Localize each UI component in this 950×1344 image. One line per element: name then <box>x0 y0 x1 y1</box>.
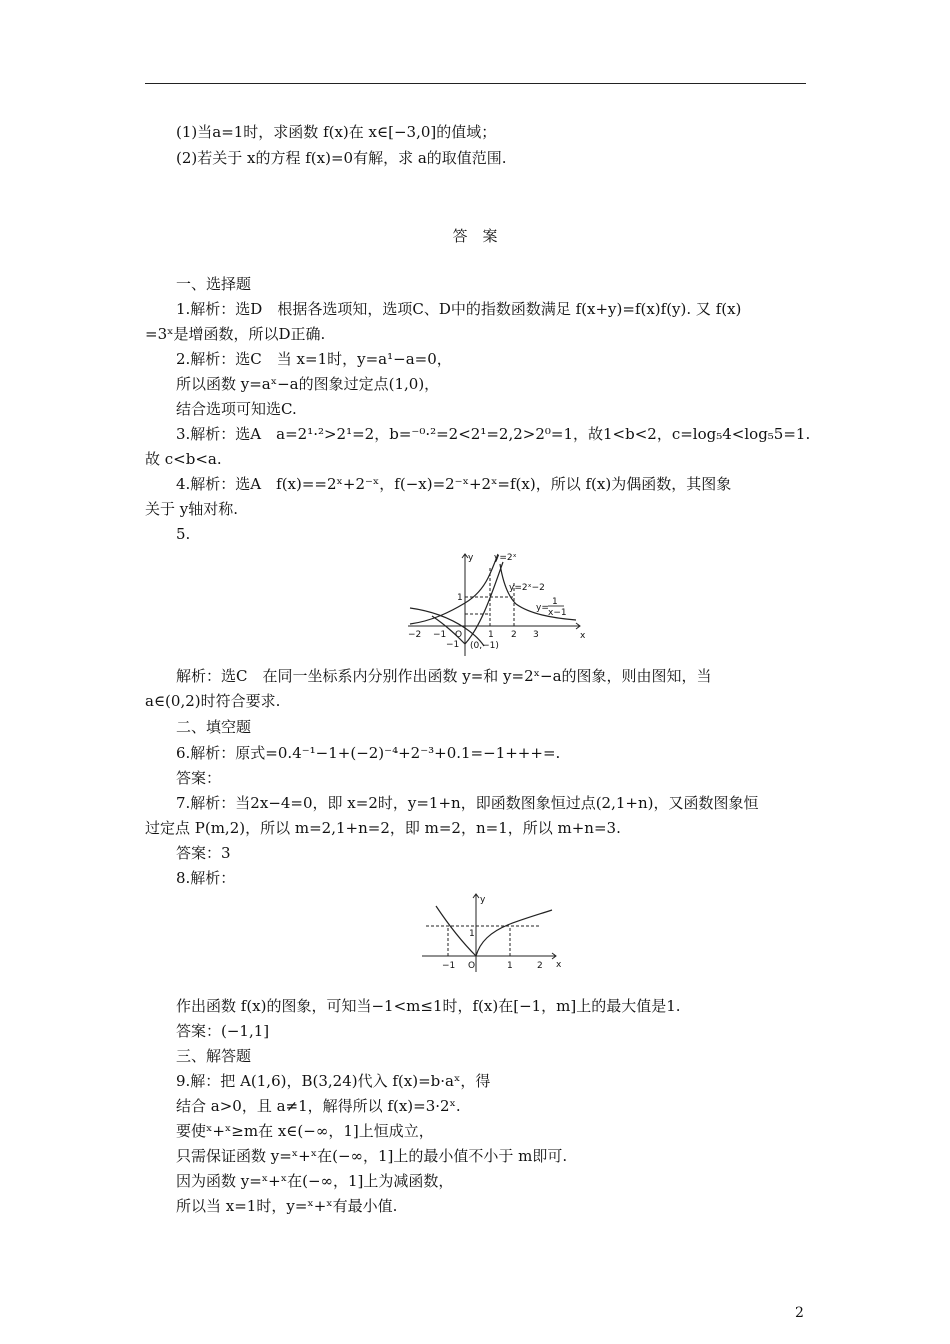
q1-line2: =3ˣ是增函数，所以D正确. <box>145 325 326 343</box>
answer-heading: 答 案 <box>452 227 498 245</box>
q9-line2: 结合 a>0，且 a≠1，解得所以 f(x)=3·2ˣ. <box>176 1097 461 1115</box>
fig5-tick-m2: −2 <box>408 630 422 640</box>
fig5-tick-m1: −1 <box>433 630 447 640</box>
section-heading-fill: 二、填空题 <box>176 718 252 736</box>
fig5-ytick-m1: −1 <box>446 640 460 650</box>
fig8-origin: O <box>468 961 476 971</box>
fig5-label-frac-y: y= <box>536 603 549 613</box>
fig5-label-frac-num: 1 <box>552 597 558 607</box>
fig5-label-2x: y=2ˣ <box>494 553 517 563</box>
fig5-label-point: (0,−1) <box>470 641 499 651</box>
q7-answer: 答案：3 <box>176 844 231 862</box>
q9-line5: 因为函数 y=ˣ+ˣ在(−∞，1]上为减函数， <box>176 1172 454 1190</box>
q2-line2: 所以函数 y=aˣ−a的图象过定点(1,0)， <box>176 375 440 393</box>
q6-line1: 6.解析：原式=0.4⁻¹−1+(−2)⁻⁴+2⁻³+0.1=−1+++=. <box>176 744 561 762</box>
section-heading-solve: 三、解答题 <box>176 1047 252 1065</box>
fig8-tick-2: 2 <box>537 961 543 971</box>
q2-line3: 结合选项可知选C. <box>176 400 297 418</box>
header-rule <box>145 83 806 84</box>
q4-line1: 4.解析：选A f(x)==2ˣ+2⁻ˣ，f(−x)=2⁻ˣ+2ˣ=f(x)，所以 f(x)为偶函数，其图象 <box>176 475 732 493</box>
section-heading-choice: 一、选择题 <box>176 275 252 293</box>
fig5-tick-2: 2 <box>511 630 517 640</box>
fig8-tick-m1: −1 <box>442 961 456 971</box>
problem-part1: (1)当a=1时，求函数 f(x)在 x∈[−3,0]的值域； <box>176 123 497 141</box>
fig8-ytick-1: 1 <box>469 929 475 939</box>
fig5-tick-1: 1 <box>488 630 494 640</box>
q9-line4: 只需保证函数 y=ˣ+ˣ在(−∞，1]上的最小值不小于 m即可. <box>176 1147 568 1165</box>
q9-line1: 9.解：把 A(1,6)，B(3,24)代入 f(x)=b·aˣ，得 <box>176 1072 491 1090</box>
q4-line2: 关于 y轴对称. <box>145 500 239 518</box>
fig8-tick-1: 1 <box>507 961 513 971</box>
q7-line1: 7.解析：当2x−4=0，即 x=2时，y=1+n，即函数图象恒过点(2,1+n)，又函数图象恒 <box>176 794 759 812</box>
q6-answer: 答案： <box>176 769 222 787</box>
fig5-label-frac-den: x−1 <box>548 608 567 618</box>
q9-line6: 所以当 x=1时，y=ˣ+ˣ有最小值. <box>176 1197 398 1215</box>
page-number: 2 <box>795 1305 804 1321</box>
fig5-ytick-1: 1 <box>457 593 463 603</box>
q8-line2: 作出函数 f(x)的图象，可知当−1<m≤1时，f(x)在[−1，m]上的最大值是1. <box>176 997 681 1015</box>
fig5-x-label: x <box>580 631 586 641</box>
q8-answer: 答案：(−1,1] <box>176 1022 270 1040</box>
q8-line1: 8.解析： <box>176 869 236 887</box>
fig5-y-label: y <box>468 553 474 563</box>
q1-line1: 1.解析：选D 根据各选项知，选项C、D中的指数函数满足 f(x+y)=f(x)f(y). 又 f(x) <box>176 300 742 318</box>
fig5-label-2x-minus-2: y=2ˣ−2 <box>509 583 545 593</box>
problem-part2: (2)若关于 x的方程 f(x)=0有解，求 a的取值范围. <box>176 149 507 167</box>
fig8-y-label: y <box>480 895 486 905</box>
q5-line1: 解析：选C 在同一坐标系内分别作出函数 y=和 y=2ˣ−a的图象，则由图知，当 <box>176 667 712 685</box>
fig5-curve-2x <box>410 554 498 624</box>
q9-line3: 要使ˣ+ˣ≥m在 x∈(−∞，1]上恒成立， <box>176 1122 434 1140</box>
q7-line2: 过定点 P(m,2)，所以 m=2,1+n=2，即 m=2，n=1，所以 m+n=3. <box>145 819 621 837</box>
q3-line1: 3.解析：选A a=2¹·²>2¹=2，b=⁻⁰·²=2<2¹=2,2>2⁰=1，故1<b<2，c=log₅4<log₅5=1. <box>176 425 811 443</box>
fig8-x-label: x <box>556 960 562 970</box>
q5-line2: a∈(0,2)时符合要求. <box>145 692 281 710</box>
figure-q8-graph <box>418 890 564 978</box>
fig8-curve-right <box>476 910 552 956</box>
fig5-tick-3: 3 <box>533 630 539 640</box>
q3-line2: 故 c<b<a. <box>145 450 222 468</box>
q5-label: 5. <box>176 525 191 543</box>
q2-line1: 2.解析：选C 当 x=1时，y=a¹−a=0， <box>176 350 452 368</box>
fig5-origin: O <box>455 630 463 640</box>
figure-q5-graph <box>402 548 588 660</box>
